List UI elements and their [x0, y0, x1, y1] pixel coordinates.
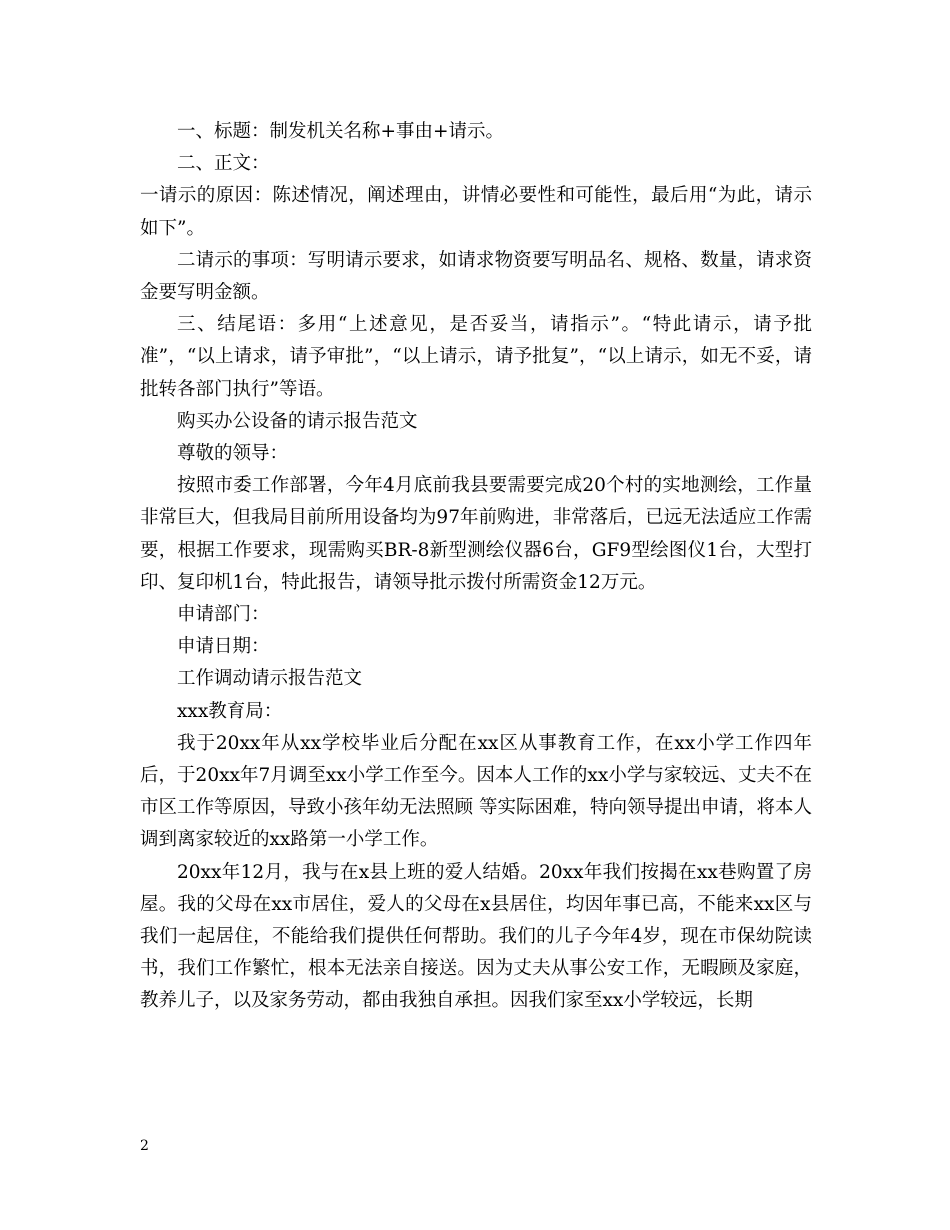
salutation-education-bureau: xxx教育局： — [177, 700, 283, 722]
paragraph-request-reason: 一请示的原因：陈述情况，阐述理由，讲情必要性和可能性，最后用“为此，请示如下”。 — [140, 185, 812, 239]
page-number: 2 — [140, 1138, 149, 1154]
paragraph-closing-words: 三、结尾语：多用“上述意见，是否妥当，请指示”。“特此请示，请予批准”，“以上请求，请予审批”，“以上请示，请予批复”，“以上请示，如无不妥，请批转各部门执行”等语。 — [140, 314, 812, 400]
section-heading-office-equipment: 购买办公设备的请示报告范文 — [177, 410, 418, 432]
paragraph-title-rule: 一、标题：制发机关名称+事由+请示。 — [177, 121, 505, 142]
document-body — [140, 116, 812, 1018]
section-heading-job-transfer: 工作调动请示报告范文 — [177, 668, 363, 690]
paragraph-transfer-background: 我于20xx年从xx学校毕业后分配在xx区从事教育工作，在xx小学工作四年后，于20xx年7月调至xx小学工作至今。因本人工作的xx小学与家较远、丈夫不在市区工作等原因，导致小孩年幼无法照顾 等实际困难，特向领导提出申请，将本人调到离家较近的xx路第一小学工作。 — [140, 732, 812, 851]
paragraph-family-situation: 20xx年12月，我与在x县上班的爱人结婚。20xx年我们按揭在xx巷购置了房屋。我的父母在xx市居住，爱人的父母在x县居住，均因年事已高，不能来xx区与我们一起居住，不能给我们提供任何帮助。我们的儿子今年4岁，现在市保幼院读书，我们工作繁忙，根本无法亲自接送。因为丈夫从事公安工作，无暇顾及家庭，教养儿子，以及家务劳动，都由我独自承担。因我们家至xx小学较远，长期 — [140, 861, 812, 1012]
paragraph-equipment-request: 按照市委工作部署，今年4月底前我县要需要完成20个村的实地测绘，工作量非常巨大，但我局目前所用设备均为97年前购进，非常落后，已远无法适应工作需要，根据工作要求，现需购买BR-8新型测绘仪器6台，GF9型绘图仪1台，大型打印、复印机1台，特此报告，请领导批示拨付所需资金12万元。 — [140, 475, 812, 593]
paragraph-body-heading: 二、正文： — [177, 153, 270, 175]
field-applying-department: 申请部门： — [177, 604, 270, 626]
field-application-date: 申请日期： — [177, 636, 270, 658]
paragraph-request-items: 二请示的事项：写明请示要求，如请求物资要写明品名、规格、数量，请求资金要写明金额。 — [140, 249, 812, 304]
salutation-leaders: 尊敬的领导： — [177, 443, 289, 465]
